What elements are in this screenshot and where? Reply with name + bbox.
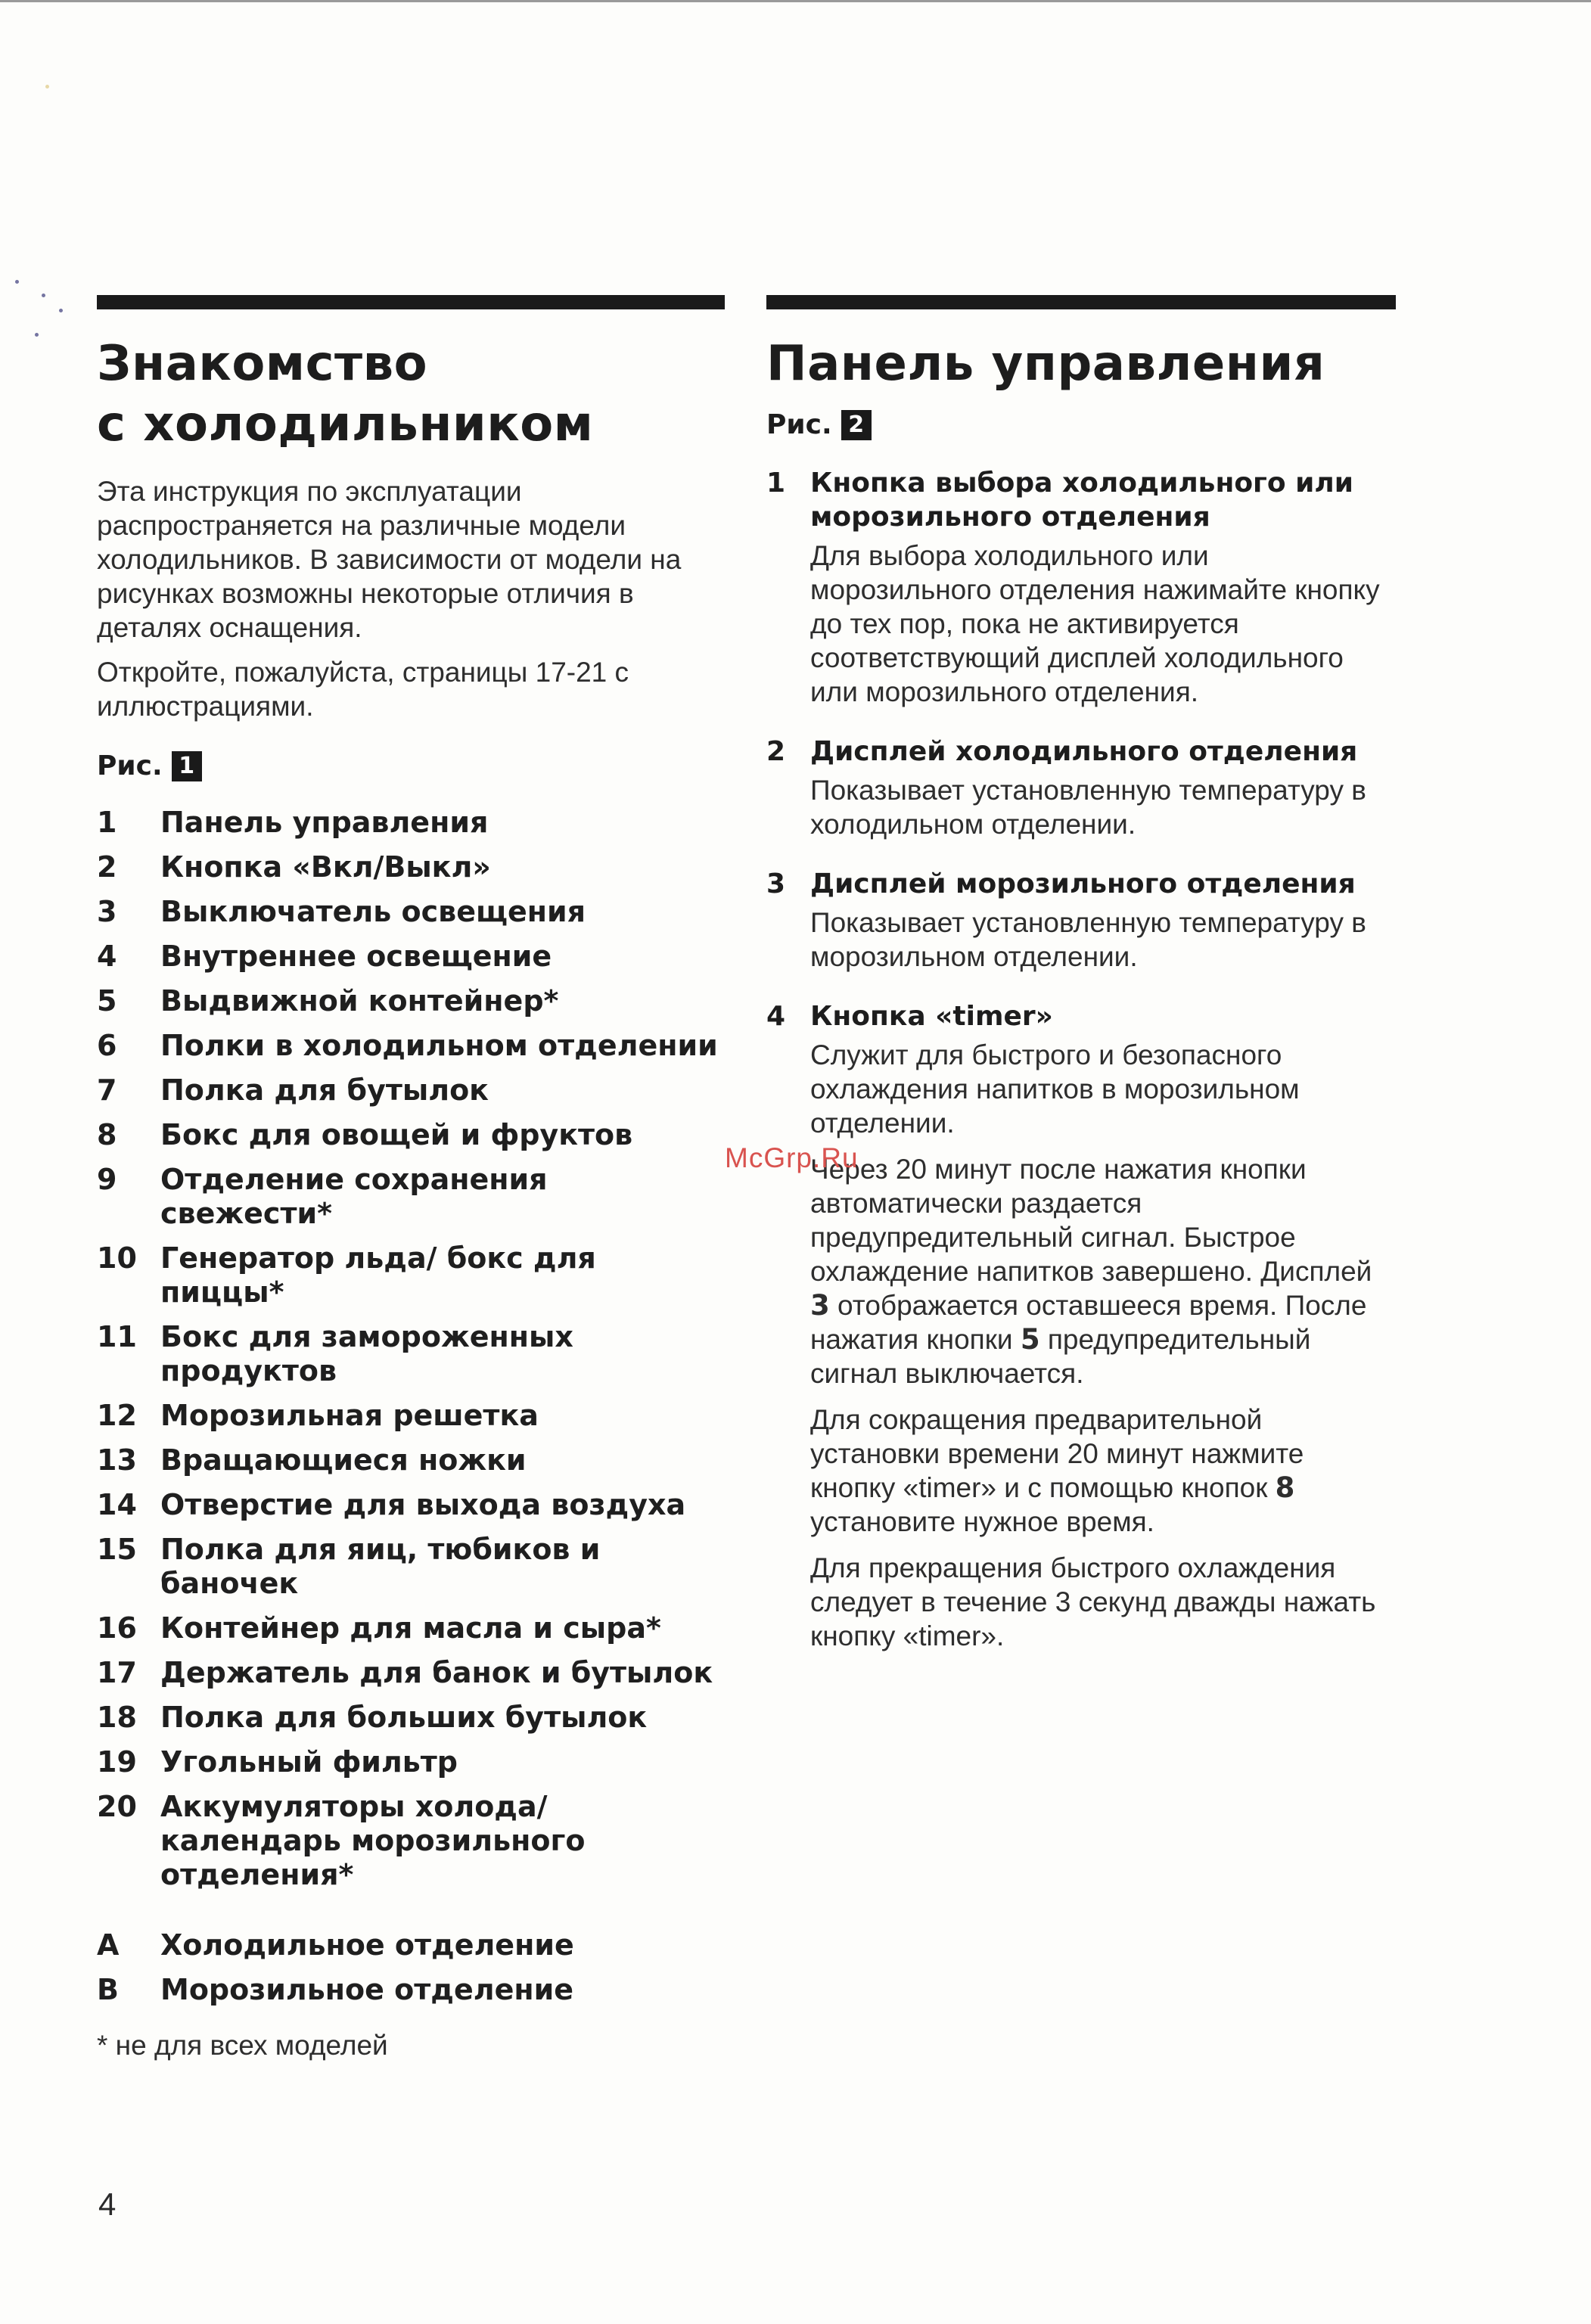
list-item: 15 Полка для яиц, тюбиков и баночек (97, 1533, 601, 1600)
scan-speck (59, 309, 63, 312)
control-item (766, 999, 1396, 1653)
footnote: * не для всех моделей (97, 2030, 388, 2061)
list-item: 18 Полка для больших бутылок (97, 1701, 648, 1734)
figure-label: Рис. (97, 750, 163, 781)
figure-number-badge: 1 (172, 751, 202, 781)
watermark: McGrp.Ru (725, 1142, 859, 1173)
list-item: 6 Полки в холодильном отделении (97, 1029, 718, 1062)
title-line-1: Знакомство (97, 336, 428, 392)
figure-reference (766, 409, 1396, 440)
section-rule (766, 295, 1396, 309)
control-item-description: Для выбора холодильного или морозильного отделения нажимайте кнопку до тех пор, пока не активируется соответствующий дисплей холодильного или морозильного отделения. (810, 540, 1380, 707)
control-item-heading: 3 Дисплей морозильного отделения (766, 868, 1356, 899)
page-number: 4 (98, 2186, 117, 2222)
section-title: Панель управления (766, 336, 1325, 392)
control-panel-section (766, 295, 1396, 1653)
section-title (97, 334, 725, 455)
scan-speck (42, 294, 45, 297)
title-line-2: с холодильником (97, 396, 594, 452)
list-item: 8 Бокс для овощей и фруктов (97, 1118, 633, 1151)
fridge-overview-section (97, 295, 725, 2062)
figure-reference (97, 750, 725, 781)
control-item-description: Показывает установленную температуру в морозильном отделении. (810, 907, 1366, 972)
list-item: 16 Контейнер для масла и сыра* (97, 1611, 661, 1645)
list-item: 13 Вращающиеся ножки (97, 1443, 527, 1477)
list-item: 17 Держатель для банок и бутылок (97, 1656, 713, 1689)
list-item: 11 Бокс для замороженных продуктов (97, 1320, 573, 1387)
control-item-description: Показывает установленную температуру в холодильном отделении. (810, 775, 1366, 840)
list-item: 12 Морозильная решетка (97, 1399, 539, 1432)
intro-paragraph: Эта инструкция по эксплуатации распространяется на различные модели холодильников. В зависимости от модели на рисунках возможны некоторые отличия в деталях оснащения. (97, 476, 682, 643)
control-item-heading: 2 Дисплей холодильного отделения (766, 736, 1358, 767)
page-top-edge (0, 0, 1591, 2)
list-item: 9 Отделение сохранения свежести* (97, 1163, 548, 1230)
section-rule (97, 295, 725, 309)
list-item: 10 Генератор льда/ бокс для пиццы* (97, 1241, 596, 1309)
control-item (766, 867, 1396, 974)
parts-list (97, 806, 725, 1892)
control-item-heading: 4 Кнопка «timer» (766, 1001, 1053, 1032)
list-item: A Холодильное отделение (97, 1928, 574, 1962)
control-item-description: Служит для быстрого и безопасного охлаждения напитков в морозильном отделении. Через 20 минут после нажатия кнопки автоматически раздается предупредительный сигнал. Быстрое охлаждение напитков завершено. Дисплей 3 отображается оставшееся время. После нажатия кнопки 5 предупредительный сигнал выключается. Для сокращения предварительной установки времени 20 минут нажмите кнопку «timer» и с помощью кнопок 8 установите нужное время. Для прекращения быстрого охлаждения следует в течение 3 секунд дважды нажать кнопку «timer». (810, 1039, 1376, 1651)
figure-label: Рис. (766, 409, 832, 440)
figure-number-badge: 2 (841, 410, 872, 440)
control-item (766, 735, 1396, 841)
list-item: 4 Внутреннее освещение (97, 940, 552, 973)
list-item: 19 Угольный фильтр (97, 1745, 458, 1779)
list-item: 2 Кнопка «Вкл/Выкл» (97, 850, 491, 884)
list-item: 5 Выдвижной контейнер* (97, 984, 559, 1018)
list-item: 3 Выключатель освещения (97, 895, 586, 928)
list-item: 7 Полка для бутылок (97, 1073, 489, 1107)
control-item (766, 466, 1396, 709)
scan-speck (35, 333, 39, 337)
compartments-list (97, 1928, 725, 2007)
scan-speck (15, 280, 19, 284)
control-item-heading: 1 Кнопка выбора холодильного или морозильного отделения (766, 468, 1353, 533)
list-item: B Морозильное отделение (97, 1973, 574, 2006)
list-item: 14 Отверстие для выхода воздуха (97, 1488, 686, 1521)
list-item: 20 Аккумуляторы холода/ календарь морозильного отделения* (97, 1790, 586, 1891)
list-item: 1 Панель управления (97, 806, 489, 839)
scan-speck (45, 85, 49, 89)
illustrations-note: Откройте, пожалуйста, страницы 17-21 с иллюстрациями. (97, 657, 629, 722)
